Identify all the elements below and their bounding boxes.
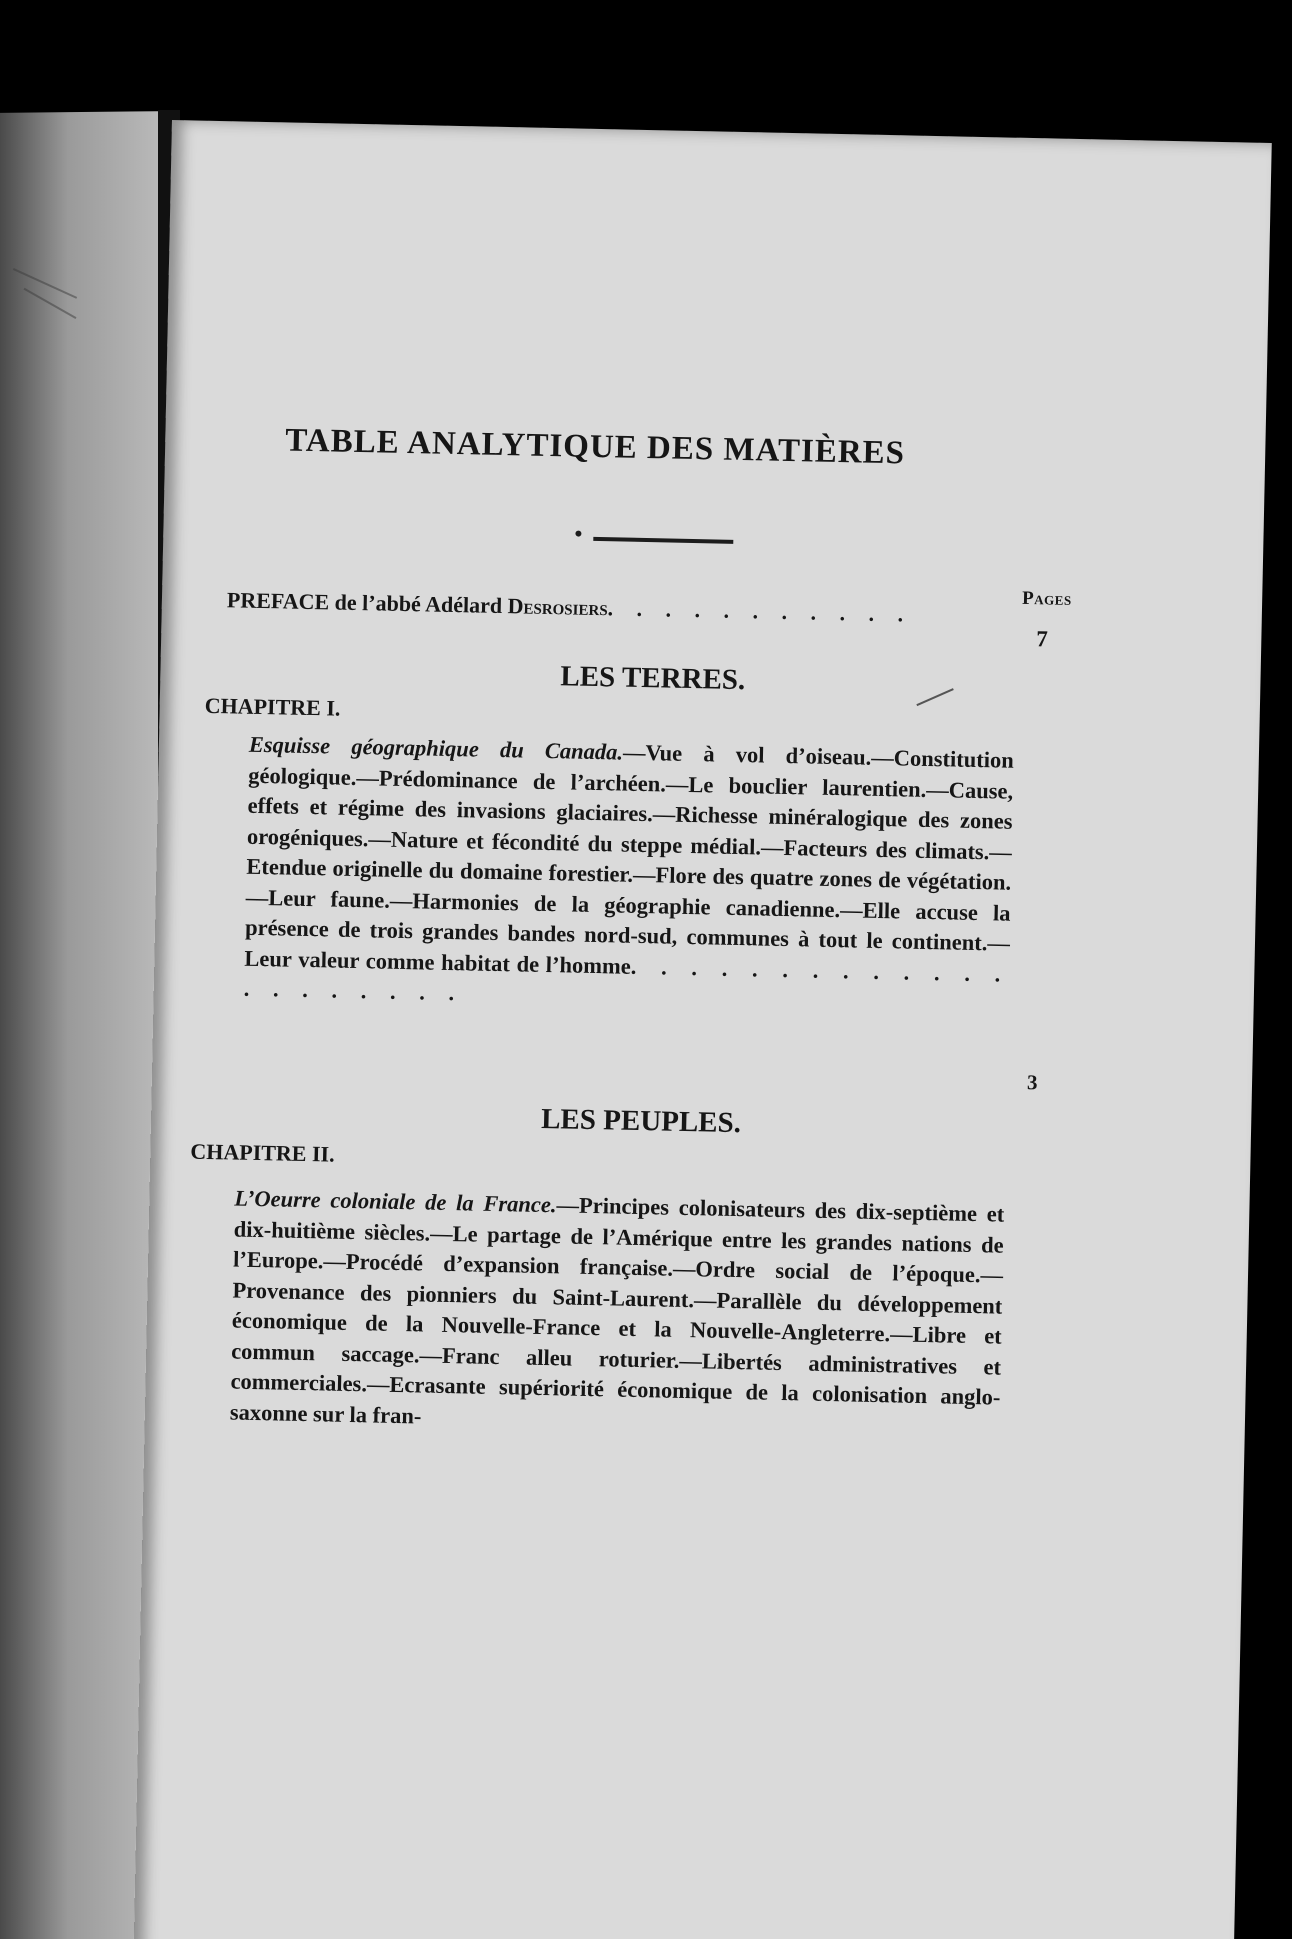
preface-author: Desrosiers xyxy=(507,593,608,621)
chapter-2-body: —Principes colonisateurs des dix-septième et dix-huitième siècles.—Le partage de l’Amérique entre les grandes nations de l’Europe.—Procédé d’expansion française.—Ordre social de l’époque.—Provenance des pionniers du Saint-Laurent.—Parallèle du développement économique de la Nouvelle-France et la Nouvelle-Angleterre.—Libre et commun saccage.—Franc alleu roturier.—Libertés administratives et commerciales.—Ecrasante supériorité économique de la colonisation anglo-saxonne sur la fran- xyxy=(229,1192,1005,1429)
preface-entry xyxy=(227,587,1007,629)
title-ornament-dot xyxy=(575,531,581,537)
chapter-1-body: —Vue à vol d’oiseau.—Constitution géologique.—Prédominance de l’archéen.—Le bouclier laurentien.—Cause, effets et régime des invasions glaciaires.—Richesse minéralogique des zones orogéniques.—Nature et fécondité du steppe médial.—Facteurs des climats.—Etendue originelle du domaine forestier.—Flore des quatre zones de végétation.—Leur faune.—Harmonies de la géographie canadienne.—Elle accuse la présence de trois grandes bandes nord-sud, communes à tout le continent.—Leur valeur comme habitat de l’homme xyxy=(244,739,1015,979)
stray-pen-mark xyxy=(916,688,953,706)
paper-mark xyxy=(13,268,77,299)
book-page xyxy=(133,120,1271,1939)
section-title-peuples: LES PEUPLES. xyxy=(540,1102,742,1140)
preface-text: PREFACE de l’abbé Adélard xyxy=(226,587,508,619)
chapter-2-summary xyxy=(230,1184,1005,1444)
title-rule xyxy=(593,537,733,544)
chapter-2-subject: L’Oeurre coloniale de la France. xyxy=(234,1185,557,1218)
chapter-1-leader: . . . . . . . . . . . . . . . . . . . . . xyxy=(243,953,1010,1006)
page-title: TABLE ANALYTIQUE DES MATIÈRES xyxy=(284,422,906,472)
chapter-heading-1: CHAPITRE I. xyxy=(204,692,341,721)
page-content xyxy=(133,120,1271,1939)
preface-leader: . . . . . . . . . . . xyxy=(607,595,913,627)
chapter-1-page-number: 3 xyxy=(1026,1070,1038,1095)
section-title-terres: LES TERRES. xyxy=(560,660,746,697)
pages-column-header: Pages xyxy=(1021,587,1072,610)
chapter-heading-2: CHAPITRE II. xyxy=(190,1138,335,1167)
preface-page-number: 7 xyxy=(1036,626,1049,652)
chapter-1-subject: Esquisse géographique du Canada. xyxy=(248,731,624,765)
chapter-1-summary xyxy=(243,730,1014,1020)
